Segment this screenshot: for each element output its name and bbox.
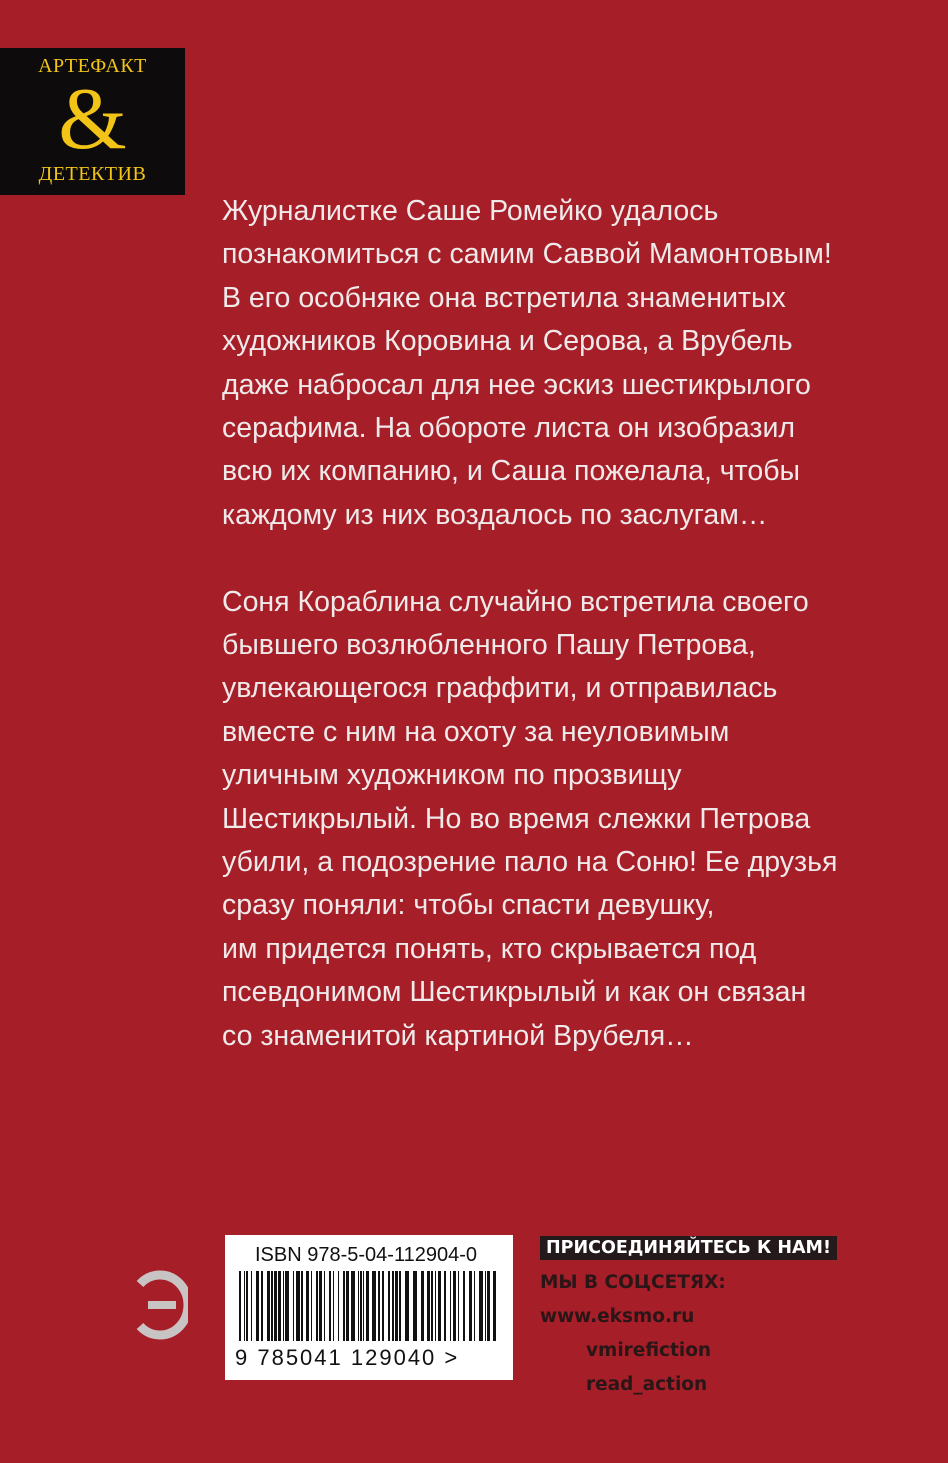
blurb-line: всю их компанию, и Саша пожелала, чтобы — [222, 455, 801, 488]
barcode-bar — [421, 1271, 424, 1341]
barcode-bar — [435, 1271, 436, 1341]
isbn-barcode — [225, 1235, 513, 1380]
isbn-text: ISBN 978-5-04-112904-0 — [255, 1244, 477, 1266]
blurb-paragraph-2 — [222, 581, 922, 1058]
barcode-bar — [346, 1271, 349, 1341]
barcode-bar — [293, 1271, 294, 1341]
blurb-line: со знаменитой картиной Врубеля… — [222, 1019, 694, 1052]
barcode-bar — [285, 1271, 289, 1341]
barcode-bar — [372, 1271, 376, 1341]
blurb-line: увлекающегося граффити, и отправилась — [222, 672, 778, 705]
barcode-bar — [474, 1271, 475, 1341]
barcode-digits: 9 785041 129040 > — [235, 1345, 460, 1370]
barcode-bar — [469, 1271, 472, 1341]
blurb-line: В его особняке она встретила знаменитых — [222, 281, 786, 314]
logo-line-2: ДЕТЕКТИВ — [38, 163, 147, 185]
barcode-bar — [431, 1271, 433, 1341]
barcode-bar — [261, 1271, 263, 1341]
barcode-bar — [382, 1271, 384, 1341]
barcode-bar — [493, 1271, 496, 1341]
barcode-bar — [338, 1271, 339, 1341]
barcode-bar — [246, 1271, 248, 1341]
barcode-bar — [378, 1271, 380, 1341]
blurb-line: художников Коровина и Серова, а Врубель — [222, 325, 793, 358]
barcode-bar — [301, 1271, 303, 1341]
barcode-bar — [306, 1271, 309, 1341]
barcode-bar — [283, 1271, 284, 1341]
blurb-line: Шестикрылый. Но во время слежки Петрова — [222, 802, 811, 835]
barcode-bar — [479, 1271, 483, 1341]
blurb-line: им придется понять, кто скрывается под — [222, 932, 757, 965]
barcode-bar — [239, 1271, 241, 1341]
barcode-bar — [438, 1271, 441, 1341]
barcode-bar — [363, 1271, 364, 1341]
barcode-bar — [395, 1271, 398, 1341]
social-handle-read-action: read_action — [586, 1374, 708, 1395]
website-link: www.eksmo.ru — [540, 1306, 695, 1327]
barcode-bar — [333, 1271, 334, 1341]
social-label: МЫ В СОЦСЕТЯХ: — [540, 1272, 726, 1293]
barcode-bar — [405, 1271, 409, 1341]
barcode-bar — [388, 1271, 390, 1341]
barcode-bar — [271, 1271, 273, 1341]
blurb-line: сразу поняли: чтобы спасти девушку, — [222, 889, 715, 922]
barcode-bar — [278, 1271, 281, 1341]
join-us-banner: ПРИСОЕДИНЯЙТЕСЬ К НАМ! — [540, 1236, 837, 1260]
barcode-bar — [274, 1271, 277, 1341]
social-block — [540, 1236, 837, 1402]
blurb-line: Журналистке Саше Ромейко удалось — [222, 195, 719, 227]
barcode-bar — [427, 1271, 430, 1341]
logo-line-1: АРТЕФАКТ — [38, 55, 147, 77]
barcode-bar — [319, 1271, 322, 1341]
blurb-line: даже набросал для нее эскиз шестикрылого — [222, 368, 811, 401]
blurb-line: псевдонимом Шестикрылый и как он связан — [222, 976, 807, 1009]
barcode-bar — [360, 1271, 362, 1341]
blurb-line: вместе с ним на охоту за неуловимым — [222, 715, 730, 748]
book-blurb — [222, 190, 922, 1102]
publisher-series-logo — [0, 48, 185, 195]
barcode-bar — [453, 1271, 456, 1341]
barcode-bar — [485, 1271, 486, 1341]
social-handle-vmirefiction: vmirefiction — [586, 1340, 712, 1361]
barcode-bar — [399, 1271, 401, 1341]
barcode-bar — [244, 1271, 245, 1341]
barcode-bar — [316, 1271, 318, 1341]
blurb-line: убили, а подозрение пало на Соню! Ее друзья — [222, 846, 838, 879]
barcode-bar — [256, 1271, 259, 1341]
barcode-bar — [311, 1271, 312, 1341]
barcode-bar — [351, 1271, 355, 1341]
barcode-bar — [343, 1271, 345, 1341]
blurb-line: познакомиться с самим Саввой Мамонтовым! — [222, 238, 832, 271]
blurb-paragraph-1 — [222, 190, 922, 537]
barcode-bar — [358, 1271, 359, 1341]
barcode-bar — [366, 1271, 369, 1341]
blurb-line: бывшего возлюбленного Пашу Петрова, — [222, 629, 756, 662]
barcode-bar — [450, 1271, 451, 1341]
barcode-bar — [413, 1271, 417, 1341]
logo-ampersand: & — [58, 78, 127, 162]
eksmo-logo-icon — [128, 1262, 188, 1346]
barcode-bar — [329, 1271, 331, 1341]
barcode-bar — [267, 1271, 270, 1341]
blurb-line: уличным художником по прозвищу — [222, 759, 682, 792]
barcode-bar — [296, 1271, 300, 1341]
blurb-line: серафима. На обороте листа он изобразил — [222, 412, 796, 445]
blurb-line: Соня Кораблина случайно встретила своего — [222, 585, 809, 618]
barcode-bar — [444, 1271, 446, 1341]
barcode-bar — [392, 1271, 394, 1341]
barcode-bar — [458, 1271, 459, 1341]
barcode-bar — [487, 1271, 490, 1341]
barcode-bar — [324, 1271, 325, 1341]
blurb-line: каждому из них воздалось по заслугам… — [222, 498, 768, 531]
barcode-bar — [251, 1271, 252, 1341]
barcode-bar — [463, 1271, 465, 1341]
barcode-bars — [239, 1271, 499, 1341]
